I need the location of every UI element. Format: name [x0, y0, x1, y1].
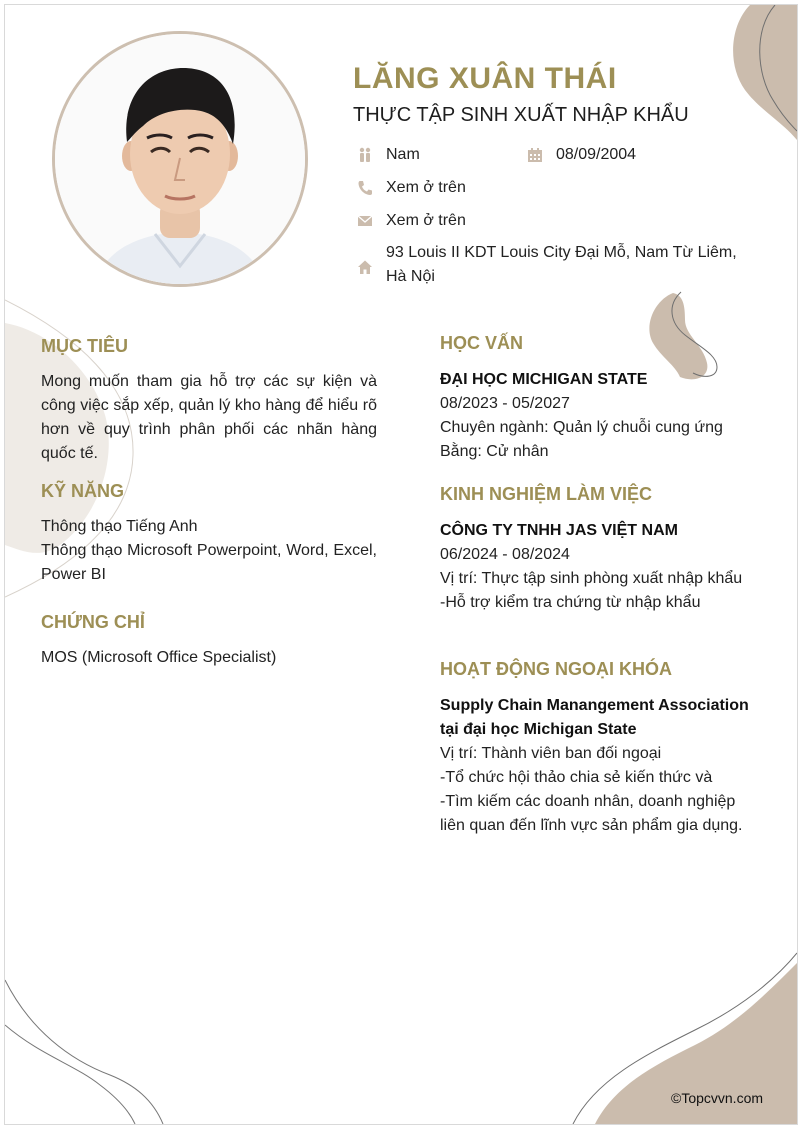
organization-line-2: tại đại học Michigan State [440, 721, 637, 738]
birthdate-value: 08/09/2004 [556, 146, 637, 163]
objective-text: Mong muốn tham gia hỗ trợ các sự kiện và công việc sắp xếp, quản lý kho hàng để hiểu rõ hơn về quy trình phân phối các nhãn hàng quốc tế. [41, 373, 377, 462]
education-major: Chuyên ngành: Quản lý chuỗi cung ứng [440, 419, 723, 436]
experience-block [440, 519, 770, 615]
activity-task-2-line-2: liên quan đến lĩnh vực sản phẩm gia dụng. [440, 817, 743, 834]
contact-phone [357, 176, 737, 200]
company-name: CÔNG TY TNHH JAS VIỆT NAM [440, 522, 678, 539]
job-title: THỰC TẬP SINH XUẤT NHẬP KHẨU [353, 104, 689, 126]
skill-item: Thông thạo Microsoft Powerpoint, Word, Excel, Power BI [41, 542, 377, 583]
education-title: HỌC VẤN [440, 333, 524, 353]
education-block [440, 368, 770, 464]
education-period: 08/2023 - 05/2027 [440, 395, 570, 412]
bottom-left-line-1 [5, 980, 163, 1124]
certificates-list [41, 646, 377, 670]
skills-list [41, 515, 377, 587]
gender-value: Nam [386, 146, 420, 163]
bottom-left-line-2 [5, 1025, 135, 1124]
experience-title: KINH NGHIỆM LÀM VIỆC [440, 484, 653, 504]
activities-title: HOẠT ĐỘNG NGOẠI KHÓA [440, 659, 672, 679]
phone-icon [357, 180, 373, 196]
contact-email [357, 209, 737, 233]
contact-address [357, 241, 757, 289]
activity-position: Vị trí: Thành viên ban đối ngoại [440, 745, 662, 762]
objective-title: MỤC TIÊU [41, 336, 128, 356]
organization-line-1: Supply Chain Manangement Association [440, 697, 749, 714]
email-value: Xem ở trên [386, 212, 466, 229]
activity-task-1: -Tổ chức hội thảo chia sẻ kiến thức và [440, 769, 713, 786]
certificate-item: MOS (Microsoft Office Specialist) [41, 649, 277, 666]
portrait-photo-icon [55, 34, 305, 284]
gender-icon [357, 147, 373, 163]
candidate-name: LĂNG XUÂN THÁI [353, 62, 617, 95]
activities-block [440, 694, 780, 838]
skill-item: Thông thạo Tiếng Anh [41, 518, 198, 535]
contact-gender [357, 143, 527, 167]
skills-title: KỸ NĂNG [41, 481, 125, 501]
experience-task: -Hỗ trợ kiểm tra chứng từ nhập khẩu [440, 594, 701, 611]
copyright-footer: ©Topcvvn.com [671, 1090, 764, 1106]
cv-page [4, 4, 798, 1125]
calendar-icon [527, 147, 543, 163]
home-icon [357, 259, 373, 275]
education-degree: Bằng: Cử nhân [440, 443, 549, 460]
phone-value: Xem ở trên [386, 179, 466, 196]
envelope-icon [357, 213, 373, 229]
experience-period: 06/2024 - 08/2024 [440, 546, 570, 563]
profile-photo [52, 31, 308, 287]
certificates-title: CHỨNG CHỈ [41, 612, 145, 632]
school-name: ĐẠI HỌC MICHIGAN STATE [440, 371, 648, 388]
mid-right-blob [649, 293, 707, 379]
contact-birthdate [527, 143, 727, 167]
activity-task-2-line-1: -Tìm kiếm các doanh nhân, doanh nghiệp [440, 793, 736, 810]
experience-position: Vị trí: Thực tập sinh phòng xuất nhập khẩu [440, 570, 743, 587]
address-value: 93 Louis II KDT Louis City Đại Mỗ, Nam Từ Liêm, Hà Nội [386, 244, 737, 285]
